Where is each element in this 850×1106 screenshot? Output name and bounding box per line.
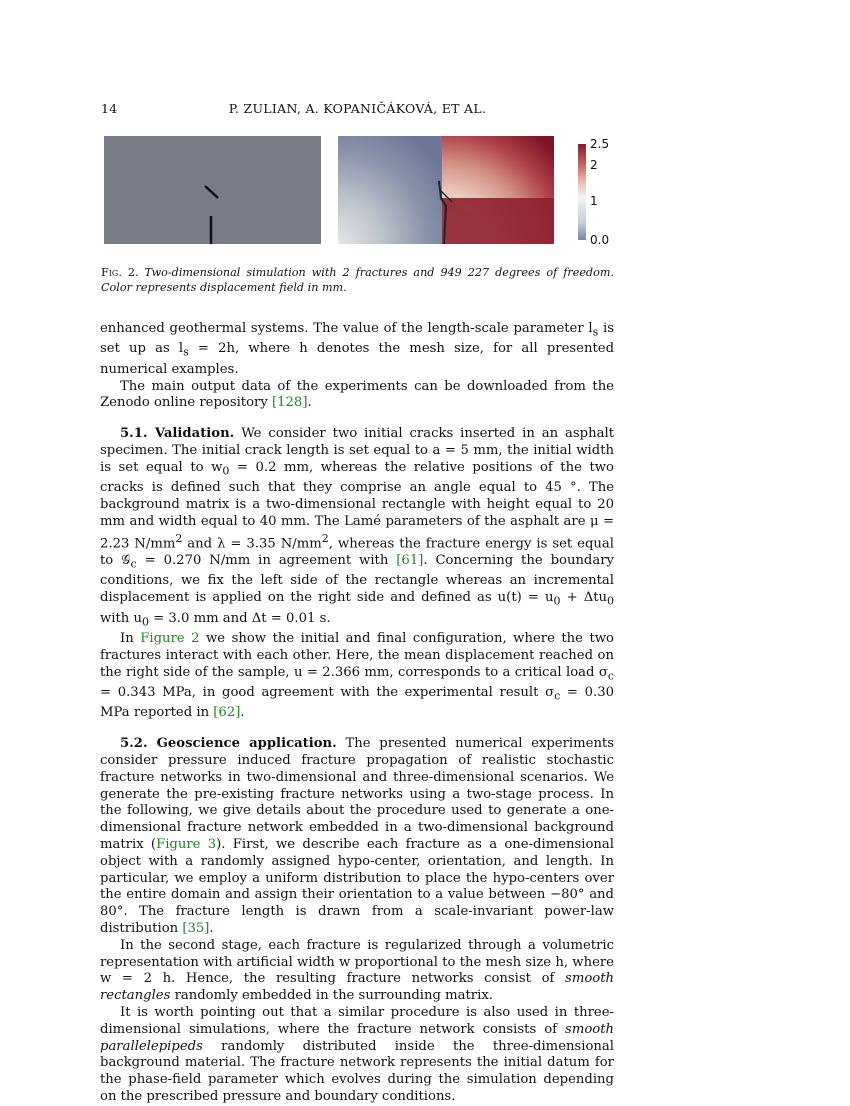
colorbar bbox=[578, 144, 586, 240]
colorbar-tick: 2 bbox=[590, 158, 598, 172]
initial-configuration-panel bbox=[104, 136, 321, 244]
citation-link[interactable]: [35] bbox=[182, 921, 210, 937]
paragraph: The main output data of the experiments can be downloaded from the Zenodo online repository [128]. bbox=[100, 378, 614, 411]
citation-link[interactable]: [62] bbox=[213, 705, 241, 721]
figure-link[interactable]: Figure 3 bbox=[156, 837, 217, 853]
page-number: 14 bbox=[101, 101, 118, 116]
section-title: 5.1. Validation. bbox=[120, 426, 235, 442]
caption-text: Two-dimensional simulation with 2 fractures and 949 227 degrees of freedom. Color represents displacement field in mm. bbox=[101, 266, 614, 294]
initial-fractures-image bbox=[104, 136, 321, 244]
section-title: 5.2. Geoscience application. bbox=[120, 736, 337, 752]
page-header bbox=[101, 101, 614, 119]
figure-2 bbox=[100, 132, 620, 250]
colorbar-tick: 0.0 bbox=[590, 233, 610, 247]
paragraph: In the second stage, each fracture is regularized through a volumetric representation with artificial width w proportional to the mesh size h, where w = 2 h. Hence, the resulting fracture networks consist of smooth rectangles randomly embedded in the surrounding matrix. bbox=[100, 937, 614, 1004]
paragraph: enhanced geothermal systems. The value of the length-scale parameter $l_s$ is set up as $l_s = 2h$, where h denotes the mesh size, for all presented numerical examples. bbox=[100, 321, 615, 377]
paragraph: In Figure 2 we show the initial and final configuration, where the two fractures interact with each other. Here, the mean displacement reached on the right side of the sample, u = 2.366 mm, corresponds to a critical load $\sigma_c = 0.343$ MPa, in good agreement with the experimental result $\sigma_c = 0.30$ MPa reported in [62]. bbox=[100, 630, 615, 721]
running-title: P. ZULIAN, A. KOPANIČÁKOVÁ, ET AL. bbox=[228, 101, 487, 116]
body-text bbox=[100, 321, 614, 1106]
caption-label: Fig. 2. bbox=[101, 266, 139, 279]
displacement-field-image bbox=[338, 136, 554, 244]
citation-link[interactable]: [61] bbox=[396, 552, 424, 568]
section-5-1: 5.1. Validation. We consider two initial cracks inserted in an asphalt specimen. The initial crack length is set equal to a = 5 mm, the initial width is set equal to $w_0 = 0.2$ mm, whereas the relative positions of the two cracks is defined such that they comprise an angle equal to 45 °. The background matrix is a two-dimensional rectangle with height equal to 20 mm and width equal to 40 mm. The Lamé parameters of the asphalt are μ = 2.23 $N/mm^2$ and λ = 3.35 $N/mm^2$, whereas the fracture energy is set equal to 𝒢$_c$ = 0.270 N/mm in agreement with [61]. Concerning the boundary conditions, we fix the left side of the rectangle whereas an incremental displacement is applied on the right side and defined as $u(t) = u_0 + \Delta tu_0$ with $u_0 = 3.0$ mm and Δt = 0.01 s. bbox=[100, 426, 615, 629]
colorbar-tick: 2.5 bbox=[590, 137, 610, 151]
section-5-2: 5.2. Geoscience application. The presented numerical experiments consider pressure induced fracture propagation of realistic stochastic fracture networks in two-dimensional and three-dimensional scenarios. We generate the pre-existing fracture networks using a two-stage process. In the following, we give details about the procedure used to generate a one-dimensional fracture network embedded in a two-dimensional background matrix (Figure 3). First, we describe each fracture as a one-dimensional object with a randomly assigned hypo-center, orientation, and length. In particular, we employ a uniform distribution to place the hypo-centers over the entire domain and assign their orientation to a value between −80° and 80°. The fracture length is drawn from a scale-invariant power-law distribution [35]. bbox=[100, 736, 615, 937]
final-configuration-panel bbox=[338, 136, 554, 244]
figure-link[interactable]: Figure 2 bbox=[140, 630, 200, 646]
figure-caption bbox=[101, 265, 614, 295]
citation-link[interactable]: [128] bbox=[272, 395, 308, 411]
paragraph: It is worth pointing out that a similar procedure is also used in three-dimensional simulations, where the fracture network consists of smooth parallelepipeds randomly distributed inside the three-dimensional background material. The fracture network represents the initial datum for the phase-field parameter which evolves during the simulation depending on the prescribed pressure and boundary conditions. bbox=[100, 1005, 614, 1104]
colorbar-tick: 1 bbox=[590, 194, 598, 208]
